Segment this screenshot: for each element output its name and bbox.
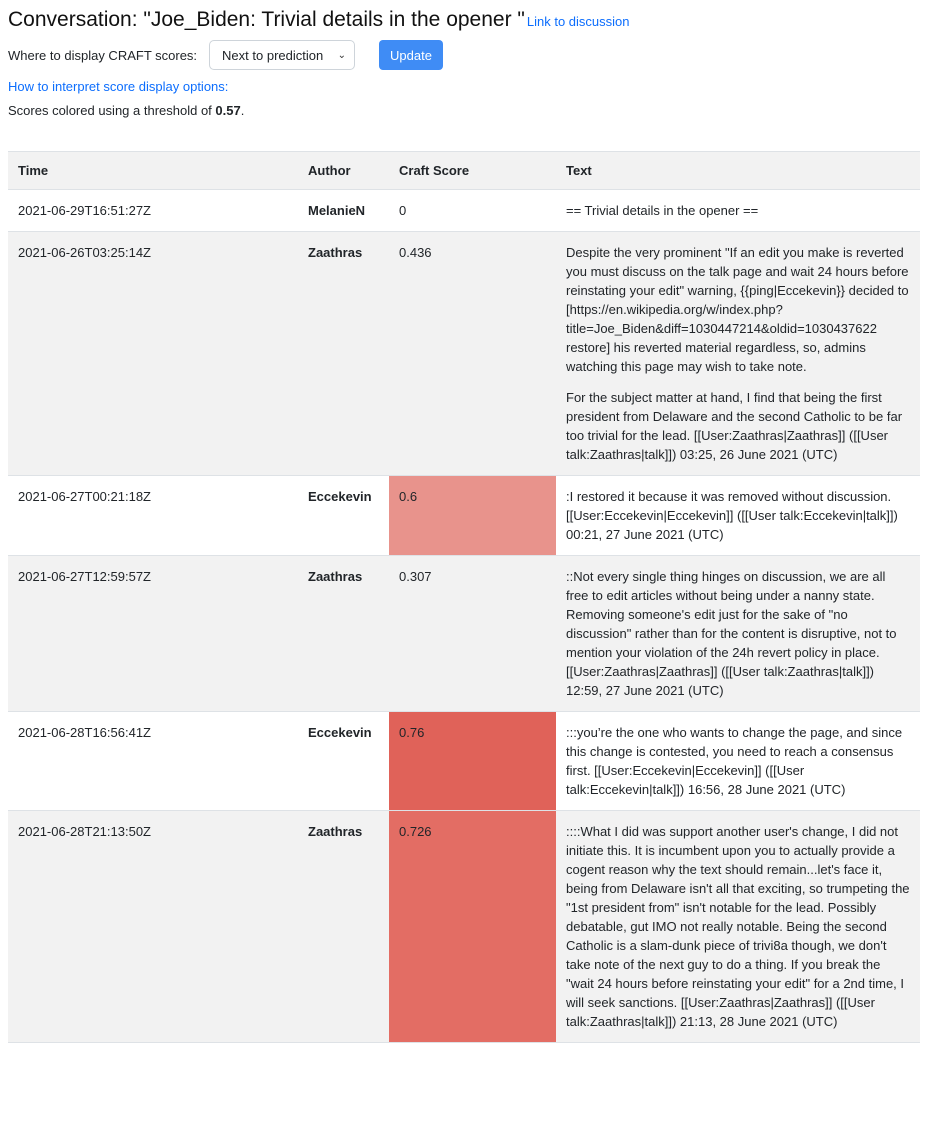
cell-time: 2021-06-28T21:13:50Z: [8, 811, 298, 1043]
comment-paragraph: For the subject matter at hand, I find that being the first president from Delaware and the second Catholic to be far too trivial for the lead. [[User:Zaathras|Zaathras]] ([[User talk:Zaathras|talk]]) 03:25, 26 June 2021 (UTC): [566, 390, 903, 462]
score-display-controls: [8, 39, 932, 71]
conversation-table: [8, 151, 920, 1043]
threshold-value: 0.57: [215, 103, 241, 118]
score-display-select[interactable]: [209, 40, 355, 70]
table-row: [8, 811, 920, 1043]
cell-craft-score: 0.436: [389, 232, 556, 476]
table-row: [8, 232, 920, 476]
cell-author: Zaathras: [298, 556, 389, 712]
column-header-text: Text: [556, 152, 920, 190]
table-row: [8, 476, 920, 556]
cell-author: Zaathras: [298, 811, 389, 1043]
cell-author: Eccekevin: [298, 476, 389, 556]
cell-author: Zaathras: [298, 232, 389, 476]
update-button[interactable]: Update: [379, 40, 443, 70]
cell-time: 2021-06-27T00:21:18Z: [8, 476, 298, 556]
comment-paragraph: == Trivial details in the opener ==: [566, 203, 759, 218]
score-help-link[interactable]: How to interpret score display options:: [8, 79, 229, 94]
cell-text: [556, 712, 920, 811]
threshold-prefix: Scores colored using a threshold of: [8, 103, 212, 118]
cell-time: 2021-06-27T12:59:57Z: [8, 556, 298, 712]
column-header-author: Author: [298, 152, 389, 190]
cell-author: MelanieN: [298, 190, 389, 232]
discussion-link[interactable]: Link to discussion: [526, 14, 630, 29]
cell-craft-score: 0.307: [389, 556, 556, 712]
threshold-suffix: .: [240, 103, 245, 118]
table-row: [8, 712, 920, 811]
comment-paragraph: :::you’re the one who wants to change the page, and since this change is contested, you need to reach a consensus first. [[User:Eccekevin|Eccekevin]] ([[User talk:Eccekevin|talk]]) 16:56, 28 June 2021 (UTC): [566, 725, 903, 797]
score-display-selected: Next to prediction: [222, 47, 324, 63]
threshold-note: [8, 103, 932, 118]
column-header-craft-score: Craft Score: [389, 152, 556, 190]
table-row: [8, 556, 920, 712]
cell-text: [556, 190, 920, 232]
comment-paragraph: ::::What I did was support another user's change, I did not initiate this. It is incumbent upon you to actually provide a cogent reason why the text should remain...let's face it, being from Delaware isn't all that exciting, so trumpeting the "1st president from" isn't notable for the lead. Possibly debatable, gut IMO not really notable. Being the second Catholic is a slam-dunk piece of trivi8a though, we don't take note of the next guy to do a thing. If you break the "wait 24 hours before reinstating your edit" for a 2nd time, I will seek sanctions. [[User:Zaathras|Zaathras]] ([[User talk:Zaathras|talk]]) 21:13, 28 June 2021 (UTC): [566, 824, 910, 1029]
cell-text: [556, 232, 920, 476]
cell-time: 2021-06-29T16:51:27Z: [8, 190, 298, 232]
cell-text: [556, 476, 920, 556]
comment-paragraph: :I restored it because it was removed without discussion. [[User:Eccekevin|Eccekevin]] ([[User talk:Eccekevin|talk]]) 00:21, 27 June 2021 (UTC): [566, 489, 898, 542]
table-header-row: [8, 152, 920, 190]
cell-author: Eccekevin: [298, 712, 389, 811]
cell-time: 2021-06-26T03:25:14Z: [8, 232, 298, 476]
page-title: Conversation: "Joe_Biden: Trivial details in the opener ": [8, 8, 525, 31]
score-display-label: Where to display CRAFT scores:: [8, 47, 198, 63]
chevron-down-icon: ⌄: [337, 49, 347, 61]
cell-text: [556, 811, 920, 1043]
cell-craft-score: 0.76: [389, 712, 556, 811]
comment-paragraph: ::Not every single thing hinges on discussion, we are all free to edit articles without being under a nanny state. Removing someone's edit just for the sake of "no discussion" rather than for the content is disruptive, not to mention your violation of the 24h revert policy in place. [[User:Zaathras|Zaathras]] ([[User talk:Zaathras|talk]]) 12:59, 27 June 2021 (UTC): [566, 569, 897, 698]
cell-time: 2021-06-28T16:56:41Z: [8, 712, 298, 811]
cell-craft-score: 0: [389, 190, 556, 232]
cell-craft-score: 0.726: [389, 811, 556, 1043]
cell-craft-score: 0.6: [389, 476, 556, 556]
column-header-time: Time: [8, 152, 298, 190]
cell-text: [556, 556, 920, 712]
comment-paragraph: Despite the very prominent "If an edit you make is reverted you must discuss on the talk page and wait 24 hours before reinstating your edit" warning, {{ping|Eccekevin}} decided to [https://en.wikipedia.org/w/index.php?title=Joe_Biden&diff=1030447214&oldid=1030437622 restore] his reverted material regardless, so, admins watching this page may wish to take note.: [566, 245, 909, 374]
table-row: [8, 190, 920, 232]
title-row: [8, 6, 932, 34]
